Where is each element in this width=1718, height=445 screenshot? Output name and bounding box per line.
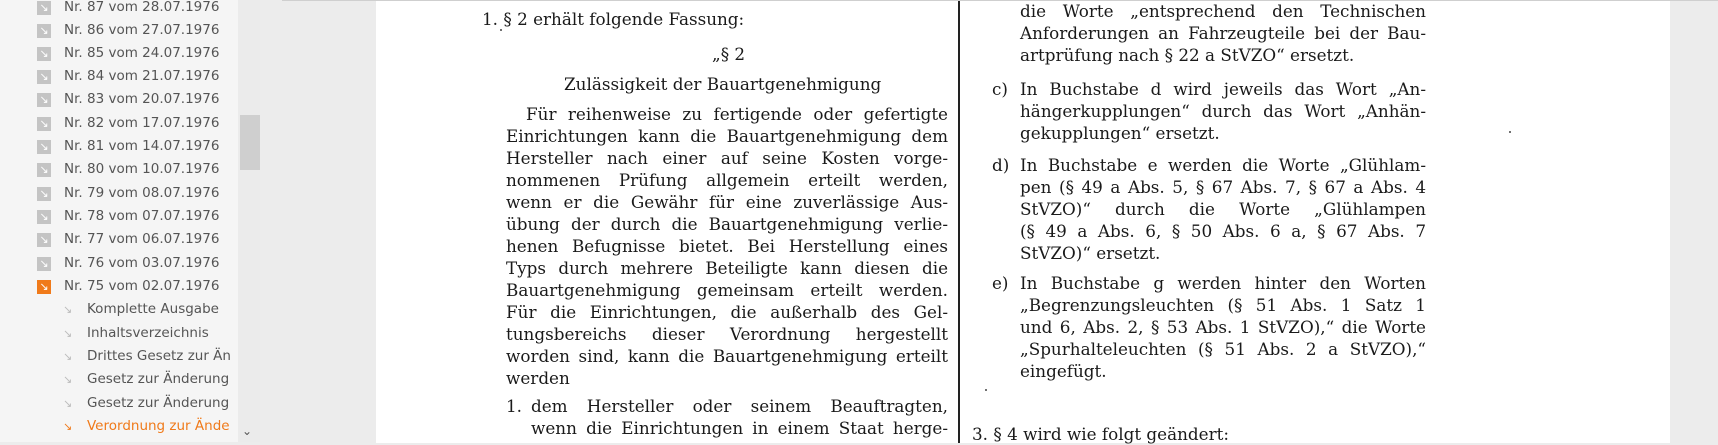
- list-marker: e): [992, 273, 1009, 293]
- body-line: nommenen Prüfung allgemein erteilt werden,: [506, 170, 948, 190]
- list-marker: d): [992, 155, 1010, 175]
- arrow-down-right-icon: ↘: [37, 140, 51, 154]
- scanned-document-page: [376, 1, 1670, 443]
- body-line: wenn er die Gewähr für eine zuverlässige Aus-: [506, 192, 948, 212]
- list-line: eingefügt.: [1020, 361, 1107, 381]
- issue-label: Nr. 76 vom 03.07.1976: [64, 255, 220, 271]
- arrow-down-right-icon: ↘: [37, 1, 51, 15]
- list-line: StVZO)“ ersetzt.: [1020, 243, 1161, 263]
- scan-speck: [500, 29, 502, 31]
- issue-label: Nr. 84 vom 21.07.1976: [64, 68, 220, 84]
- body-line: Hersteller nach einer auf seine Kosten vorge-: [506, 148, 948, 168]
- issue-label: Nr. 87 vom 28.07.1976: [64, 0, 220, 15]
- list-number: 1.: [506, 396, 523, 416]
- issue-label: Nr. 83 vom 20.07.1976: [64, 91, 220, 107]
- list-marker: c): [992, 79, 1008, 99]
- arrow-down-right-icon: ↘: [63, 303, 73, 316]
- issue-item[interactable]: [0, 228, 238, 251]
- issue-item[interactable]: [0, 205, 238, 228]
- column-divider: [958, 1, 960, 443]
- subitem-label: Gesetz zur Änderung: [87, 395, 230, 411]
- issue-item[interactable]: [0, 158, 238, 181]
- arrow-down-right-icon: ↘: [37, 47, 51, 61]
- body-line: werden: [506, 368, 570, 388]
- issue-label: Nr. 85 vom 24.07.1976: [64, 45, 220, 61]
- body-line: Anforderungen an Fahrzeugteile bei der Bau-: [1020, 23, 1426, 43]
- list-item-heading: 3. § 4 wird wie folgt geändert:: [972, 424, 1229, 444]
- arrow-down-right-icon: ↘: [63, 420, 73, 433]
- list-line: und 6, Abs. 2, § 53 Abs. 1 StVZO),“ die Worte: [1020, 317, 1426, 337]
- issue-subitem-active[interactable]: [0, 415, 238, 438]
- list-line: StVZO)“ durch die Worte „Glühlampen: [1020, 199, 1426, 219]
- body-line: Für die Einrichtungen, die außerhalb des Gel-: [506, 302, 948, 322]
- scan-speck: [985, 389, 987, 391]
- list-line: hängerkupplungen“ durch das Wort „Anhän-: [1020, 101, 1426, 121]
- chevron-down-icon[interactable]: ⌄: [242, 424, 253, 438]
- arrow-down-right-icon: ↘: [63, 397, 73, 410]
- list-line: pen (§ 49 a Abs. 5, § 67 Abs. 7, § 67 a Abs. 4: [1020, 177, 1426, 197]
- body-line: Typs durch mehrere Beteiligte kann diesen die: [506, 258, 948, 278]
- arrow-down-right-icon: ↘: [37, 233, 51, 247]
- list-line: In Buchstabe g werden hinter den Worten: [1020, 273, 1426, 293]
- issue-item[interactable]: [0, 112, 238, 135]
- issue-navigation-sidebar: [0, 0, 260, 442]
- arrow-down-right-icon: ↘: [37, 117, 51, 131]
- paragraph-heading: „§ 2: [712, 44, 746, 64]
- issue-item[interactable]: [0, 42, 238, 65]
- issue-subitem[interactable]: [0, 368, 238, 391]
- list-line: „Spurhalteleuchten (§ 51 Abs. 2 a StVZO),“: [1020, 339, 1426, 359]
- issue-item[interactable]: [0, 19, 238, 42]
- list-line: In Buchstabe e werden die Worte „Glühlam-: [1020, 155, 1426, 175]
- list-line: wenn die Einrichtungen in einem Staat herge-: [531, 418, 948, 438]
- subitem-label: Gesetz zur Änderung: [87, 371, 230, 387]
- issue-label: Nr. 78 vom 07.07.1976: [64, 208, 220, 224]
- arrow-down-right-icon: ↘: [37, 163, 51, 177]
- body-line: tungsbereichs dieser Verordnung hergestellt: [506, 324, 948, 344]
- issue-subitem[interactable]: [0, 298, 238, 321]
- scan-speck: [1509, 131, 1511, 133]
- issue-label: Nr. 77 vom 06.07.1976: [64, 231, 220, 247]
- arrow-down-right-icon: ↘: [37, 210, 51, 224]
- list-line: In Buchstabe d wird jeweils das Wort „An-: [1020, 79, 1426, 99]
- issue-item[interactable]: [0, 88, 238, 111]
- issue-subitem[interactable]: [0, 322, 238, 345]
- subitem-label: Drittes Gesetz zur Än: [87, 348, 231, 364]
- arrow-down-right-icon: ↘: [37, 70, 51, 84]
- body-line: übung der durch die Bauartgenehmigung verlie-: [506, 214, 948, 234]
- arrow-down-right-icon: ↘: [63, 373, 73, 386]
- arrow-down-right-icon: ↘: [63, 350, 73, 363]
- list-item-heading: 1. § 2 erhält folgende Fassung:: [482, 9, 745, 29]
- issue-label: Nr. 75 vom 02.07.1976: [64, 278, 220, 294]
- issue-label: Nr. 82 vom 17.07.1976: [64, 115, 220, 131]
- list-line: „Begrenzungsleuchten (§ 51 Abs. 1 Satz 1: [1020, 295, 1426, 315]
- list-line: (§ 49 a Abs. 6, § 50 Abs. 6 a, § 67 Abs. 7: [1020, 221, 1426, 241]
- issue-item[interactable]: [0, 135, 238, 158]
- body-line: Für reihenweise zu fertigende oder gefertigte: [526, 104, 948, 124]
- issue-label: Nr. 86 vom 27.07.1976: [64, 22, 220, 38]
- arrow-down-right-icon: ↘: [37, 93, 51, 107]
- body-line: henen Befugnisse bietet. Bei Herstellung eines: [506, 236, 948, 256]
- list-line: gekupplungen“ ersetzt.: [1020, 123, 1220, 143]
- arrow-down-right-icon: ↘: [63, 327, 73, 340]
- subitem-label: Verordnung zur Ände: [87, 418, 230, 434]
- issue-label: Nr. 80 vom 10.07.1976: [64, 161, 220, 177]
- body-line: die Worte „entsprechend den Technischen: [1020, 1, 1426, 21]
- issue-subitem[interactable]: [0, 345, 238, 368]
- document-viewer[interactable]: [282, 0, 1718, 443]
- body-line: worden sind, kann die Bauartgenehmigung erteilt: [506, 346, 948, 366]
- subitem-label: Komplette Ausgabe: [87, 301, 219, 317]
- sidebar-scrollbar-track[interactable]: [238, 0, 260, 442]
- issue-item-active[interactable]: [0, 275, 238, 298]
- body-line: Einrichtungen kann die Bauartgenehmigung dem: [506, 126, 948, 146]
- issue-item[interactable]: [0, 0, 238, 19]
- section-title: Zulässigkeit der Bauartgenehmigung: [564, 74, 882, 94]
- issue-item[interactable]: [0, 182, 238, 205]
- arrow-down-right-icon: ↘: [37, 24, 51, 38]
- arrow-down-right-icon: ↘: [37, 257, 51, 271]
- issue-subitem[interactable]: [0, 392, 238, 415]
- subitem-label: Inhaltsverzeichnis: [87, 325, 209, 341]
- sidebar-scrollbar-thumb[interactable]: [240, 115, 260, 170]
- arrow-down-right-icon: ↘: [37, 280, 51, 294]
- issue-label: Nr. 81 vom 14.07.1976: [64, 138, 220, 154]
- list-line: dem Hersteller oder seinem Beauftragten,: [531, 396, 948, 416]
- issue-label: Nr. 79 vom 08.07.1976: [64, 185, 220, 201]
- body-line: artprüfung nach § 22 a StVZO“ ersetzt.: [1020, 45, 1355, 65]
- issue-item[interactable]: [0, 252, 238, 275]
- issue-item[interactable]: [0, 65, 238, 88]
- arrow-down-right-icon: ↘: [37, 187, 51, 201]
- body-line: Bauartgenehmigung gemeinsam erteilt werden.: [506, 280, 948, 300]
